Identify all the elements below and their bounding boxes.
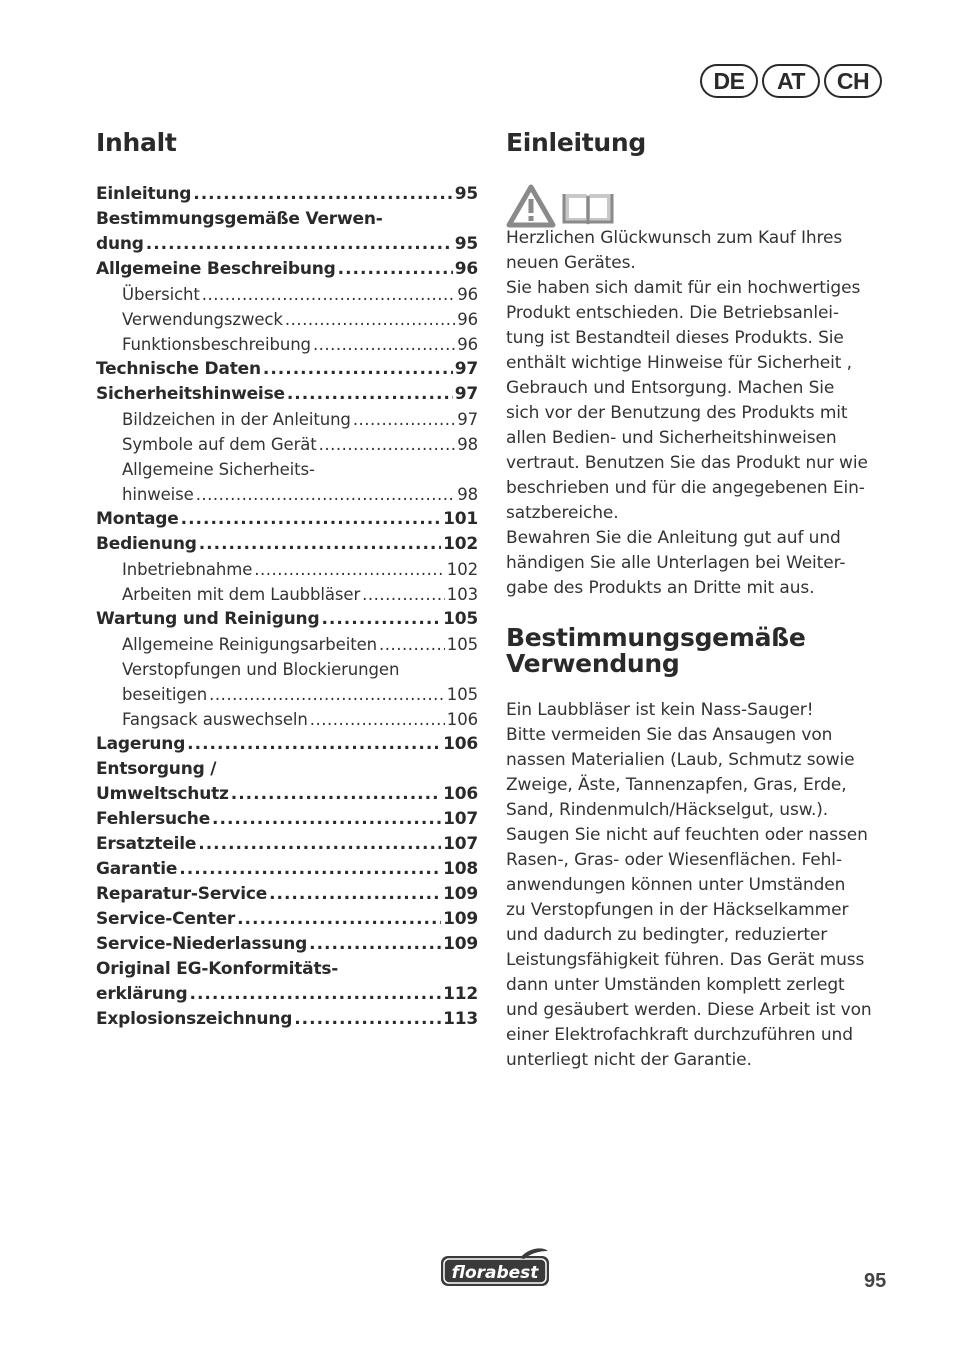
text-line: händigen Sie alle Unterlagen bei Weiter- [506,553,846,573]
toc-entry-page: 106 [443,784,478,804]
toc-dot-leader [362,582,445,607]
toc-entry [96,507,478,532]
toc-entry-label: Einleitung [96,184,192,204]
toc-entry-page: 113 [443,1009,478,1029]
toc-entry [96,732,478,757]
language-badges [700,64,882,98]
toc-entry-page: 108 [443,859,478,879]
toc-entry-label: Bildzeichen in der Anleitung [122,410,351,429]
toc-entry-page: 102 [443,534,478,554]
text-line: Sie haben sich damit für ein hochwertiges [506,278,861,298]
usage-title-line1: Bestimmungsgemäße [506,623,806,652]
text-line: zu Verstopfungen in der Häckselkammer [506,900,849,920]
text-line: sich vor der Benutzung des Produkts mit [506,403,848,423]
toc-dot-leader [310,707,445,732]
text-line: beschrieben und für die angegebenen Ein- [506,478,865,498]
toc-entry [96,332,478,357]
toc-entry-page: 96 [457,310,478,329]
language-badge-de: DE [700,64,758,98]
text-line: Rasen-, Gras- oder Wiesenflächen. Fehl- [506,850,842,870]
manual-book-icon [560,188,616,228]
toc-entry-label: Entsorgung / [96,759,217,779]
toc-entry-page: 103 [446,585,478,604]
toc-dot-leader [287,382,453,407]
text-line: unterliegt nicht der Garantie. [506,1050,752,1070]
toc-entry-label: Übersicht [122,285,200,304]
text-line: neuen Gerätes. [506,253,636,273]
toc-dot-leader [254,557,445,582]
toc-entry-page: 109 [443,934,478,954]
toc-entry-label: erklärung [96,984,188,1004]
text-line: vertraut. Benutzen Sie das Produkt nur wie [506,453,868,473]
toc-entry-label: Symbole auf dem Gerät [122,435,317,454]
toc-entry [96,432,478,457]
toc-entry-label: Service-Niederlassung [96,934,308,954]
usage-section [506,625,898,677]
toc-dot-leader [309,932,441,957]
toc-entry-page: 109 [443,884,478,904]
toc-entry [96,207,478,232]
toc-entry [96,257,478,282]
toc-entry-page: 107 [443,834,478,854]
toc-entry [96,382,478,407]
toc-dot-leader [319,432,456,457]
usage-title-line2: Verwendung [506,649,680,678]
toc-entry-label: Wartung und Reinigung [96,609,320,629]
toc-entry [96,907,478,932]
toc-entry [96,282,478,307]
toc-entry-page: 105 [446,635,478,654]
toc-entry-label: Lagerung [96,734,186,754]
florabest-logo [438,1248,552,1288]
toc-entry-page: 95 [454,184,478,204]
toc-entry [96,707,478,732]
text-line: einer Elektrofachkraft durchzuführen und [506,1025,853,1045]
toc-entry-page: 105 [446,685,478,704]
toc-dot-leader [209,682,445,707]
text-line: anwendungen können unter Umständen [506,875,846,895]
toc-entry-page: 98 [457,435,478,454]
toc-dot-leader [269,882,441,907]
text-line: dann unter Umständen komplett zerlegt [506,975,845,995]
text-line: Bitte vermeiden Sie das Ansaugen von [506,725,833,745]
toc-dot-leader [146,232,453,257]
toc-entry-label: Verstopfungen und Blockierungen [122,660,400,679]
toc-dot-leader [193,182,453,207]
intro-icons [506,182,898,228]
toc-entry [96,607,478,632]
toc-entry-label: Garantie [96,859,178,879]
toc-entry-label: Original EG-Konformitäts- [96,959,339,979]
toc-entry [96,482,478,507]
text-line: Zweige, Äste, Tannenzapfen, Gras, Erde, [506,775,847,795]
toc-entry-label: Allgemeine Beschreibung [96,259,336,279]
text-line: Bewahren Sie die Anleitung gut auf und [506,528,841,548]
toc-entry-label: Arbeiten mit dem Laubbläser [122,585,361,604]
toc-entry-label: Fehlersuche [96,809,211,829]
text-line: Produkt entschieden. Die Betriebsanlei- [506,303,839,323]
toc-entry [96,407,478,432]
toc-dot-leader [294,1007,441,1032]
toc-entry [96,232,478,257]
text-line: satzbereiche. [506,503,619,523]
toc-entry-label: Sicherheitshinweise [96,384,285,404]
text-line: tung ist Bestandteil dieses Produkts. Sie [506,328,844,348]
toc-dot-leader [198,832,441,857]
toc-dot-leader [179,857,441,882]
toc-entry-page: 97 [457,410,478,429]
toc-entry-page: 96 [454,259,478,279]
toc-entry-page: 105 [443,609,478,629]
toc-entry [96,857,478,882]
toc-entry-page: 97 [454,384,478,404]
usage-paragraph [506,698,898,1073]
toc-entry-label: Ersatzteile [96,834,197,854]
toc-entry [96,532,478,557]
toc-entry [96,557,478,582]
toc-entry [96,1007,478,1032]
toc-entry-label: Fangsack auswechseln [122,710,308,729]
toc-entry [96,932,478,957]
main-content [506,126,898,1073]
toc-entry-label: Umweltschutz [96,784,229,804]
toc-list [96,182,478,1032]
text-line: und dadurch zu bedingter, reduzierter [506,925,828,945]
toc-dot-leader [187,732,441,757]
toc-entry-page: 101 [443,509,478,529]
toc-entry [96,782,478,807]
text-line: nassen Materialien (Laub, Schmutz sowie [506,750,855,770]
toc-entry [96,807,478,832]
toc-dot-leader [313,332,455,357]
text-line: enthält wichtige Hinweise für Sicherheit , [506,353,852,373]
toc-dot-leader [321,607,441,632]
text-line: und gesäubert werden. Diese Arbeit ist von [506,1000,872,1020]
toc-entry-page: 112 [443,984,478,1004]
toc-dot-leader [285,307,455,332]
logo-text: florabest [451,1263,539,1283]
usage-title [506,625,898,677]
language-badge-at: AT [762,64,820,98]
toc-entry-page: 106 [446,710,478,729]
toc-entry [96,357,478,382]
toc-entry-label: hinweise [122,485,194,504]
toc-entry-page: 96 [457,285,478,304]
toc-dot-leader [202,282,455,307]
warning-triangle-icon [506,184,556,228]
intro-paragraph [506,226,898,601]
toc-entry [96,582,478,607]
text-line: Saugen Sie nicht auf feuchten oder nassen [506,825,868,845]
toc-dot-leader [196,482,456,507]
intro-title: Einleitung [506,128,646,157]
toc-dot-leader [189,982,441,1007]
toc-entry-page: 95 [454,234,478,254]
toc-dot-leader [338,257,453,282]
toc-entry-label: Explosionszeichnung [96,1009,293,1029]
toc-entry-page: 98 [457,485,478,504]
toc-entry [96,982,478,1007]
toc-entry-label: Verwendungszweck [122,310,283,329]
toc-entry-label: Reparatur-Service [96,884,268,904]
toc-entry-page: 96 [457,335,478,354]
text-line: Sand, Rindenmulch/Häckselgut, usw.). [506,800,829,820]
toc-entry [96,182,478,207]
toc-dot-leader [199,532,441,557]
toc-entry [96,457,478,482]
text-line: allen Bedien- und Sicherheitshinweisen [506,428,837,448]
text-line: Gebrauch und Entsorgung. Machen Sie [506,378,835,398]
toc-entry-page: 107 [443,809,478,829]
toc-entry-label: beseitigen [122,685,208,704]
toc-dot-leader [212,807,441,832]
toc-entry [96,757,478,782]
toc-dot-leader [231,782,441,807]
text-line: gabe des Produkts an Dritte mit aus. [506,578,815,598]
toc-entry-label: Funktionsbeschreibung [122,335,311,354]
text-line: Herzlichen Glückwunsch zum Kauf Ihres [506,228,843,248]
toc-dot-leader [379,632,445,657]
toc-entry-label: Allgemeine Reinigungsarbeiten [122,635,377,654]
toc-title: Inhalt [96,128,177,157]
table-of-contents [96,126,478,1032]
toc-entry-page: 109 [443,909,478,929]
toc-dot-leader [263,357,453,382]
toc-entry-label: Service-Center [96,909,236,929]
toc-entry-label: Inbetriebnahme [122,560,253,579]
page-number: 95 [864,1270,887,1292]
language-badge-ch: CH [824,64,882,98]
toc-dot-leader [237,907,441,932]
toc-entry-label: Bedienung [96,534,197,554]
toc-entry-label: Allgemeine Sicherheits- [122,460,315,479]
toc-entry-label: Bestimmungsgemäße Verwen- [96,209,383,229]
toc-entry [96,657,478,682]
toc-entry [96,632,478,657]
text-line: Ein Laubbläser ist kein Nass-Sauger! [506,700,814,720]
toc-entry-label: dung [96,234,144,254]
toc-entry-label: Montage [96,509,179,529]
text-line: Leistungsfähigkeit führen. Das Gerät muss [506,950,865,970]
toc-entry-page: 97 [454,359,478,379]
toc-entry-label: Technische Daten [96,359,261,379]
toc-dot-leader [181,507,442,532]
toc-entry [96,682,478,707]
toc-entry [96,832,478,857]
toc-entry [96,957,478,982]
toc-entry [96,882,478,907]
toc-entry-page: 106 [443,734,478,754]
toc-dot-leader [353,407,455,432]
toc-entry-page: 102 [446,560,478,579]
toc-entry [96,307,478,332]
